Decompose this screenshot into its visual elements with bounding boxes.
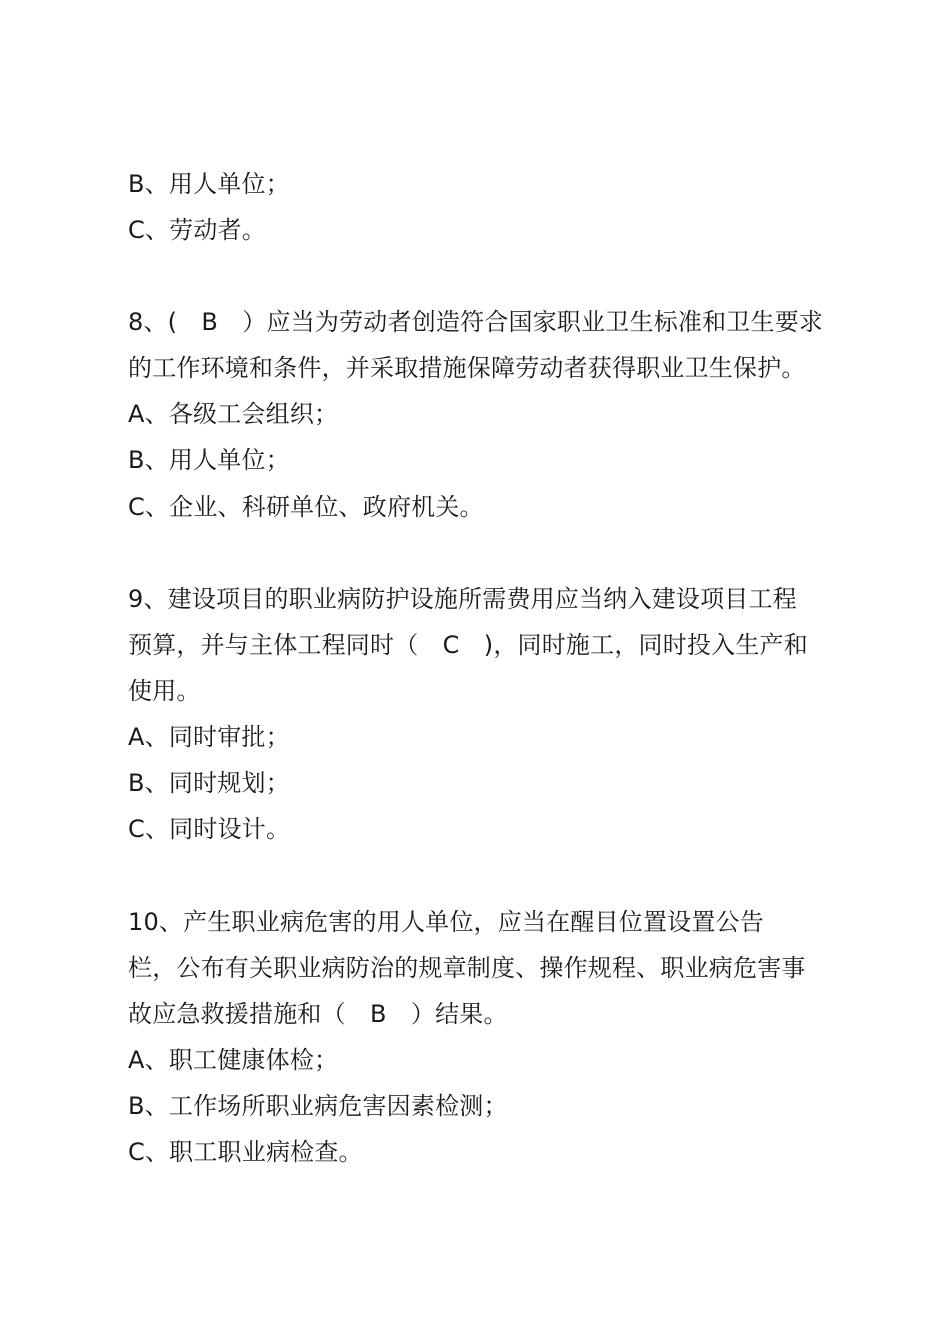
q8-option-a: A、各级工会组织； [128,400,339,428]
q9-stem-line1: 9、建设项目的职业病防护设施所需费用应当纳入建设项目工程 [128,585,797,613]
q10-option-a: A、职工健康体检； [128,1046,339,1074]
q9-option-c: C、同时设计。 [128,815,291,843]
q7-option-c: C、劳动者。 [128,216,266,244]
q10-stem-line2: 栏，公布有关职业病防治的规章制度、操作规程、职业病危害事 [128,954,806,982]
q10-option-c: C、职工职业病检查。 [128,1138,363,1166]
q8-option-b: B、用人单位； [128,446,290,474]
q8-option-c: C、企业、科研单位、政府机关。 [128,493,484,521]
q8-stem-line2: 的工作环境和条件，并采取措施保障劳动者获得职业卫生保护。 [128,354,806,382]
q9-option-a: A、同时审批； [128,723,290,751]
q9-stem-line3: 使用。 [128,677,201,705]
q8-stem-line1: 8、( B ）应当为劳动者创造符合国家职业卫生标准和卫生要求 [128,308,824,336]
q9-option-b: B、同时规划； [128,769,290,797]
q10-stem-line3: 故应急救援措施和（ B ）结果。 [128,1000,508,1028]
q10-option-b: B、工作场所职业病危害因素检测； [128,1092,508,1120]
q10-stem-line1: 10、产生职业病危害的用人单位，应当在醒目位置设置公告 [128,908,764,936]
q9-stem-line2: 预算，并与主体工程同时（ C )，同时施工，同时投入生产和 [128,631,808,659]
q7-option-b: B、用人单位； [128,170,290,198]
